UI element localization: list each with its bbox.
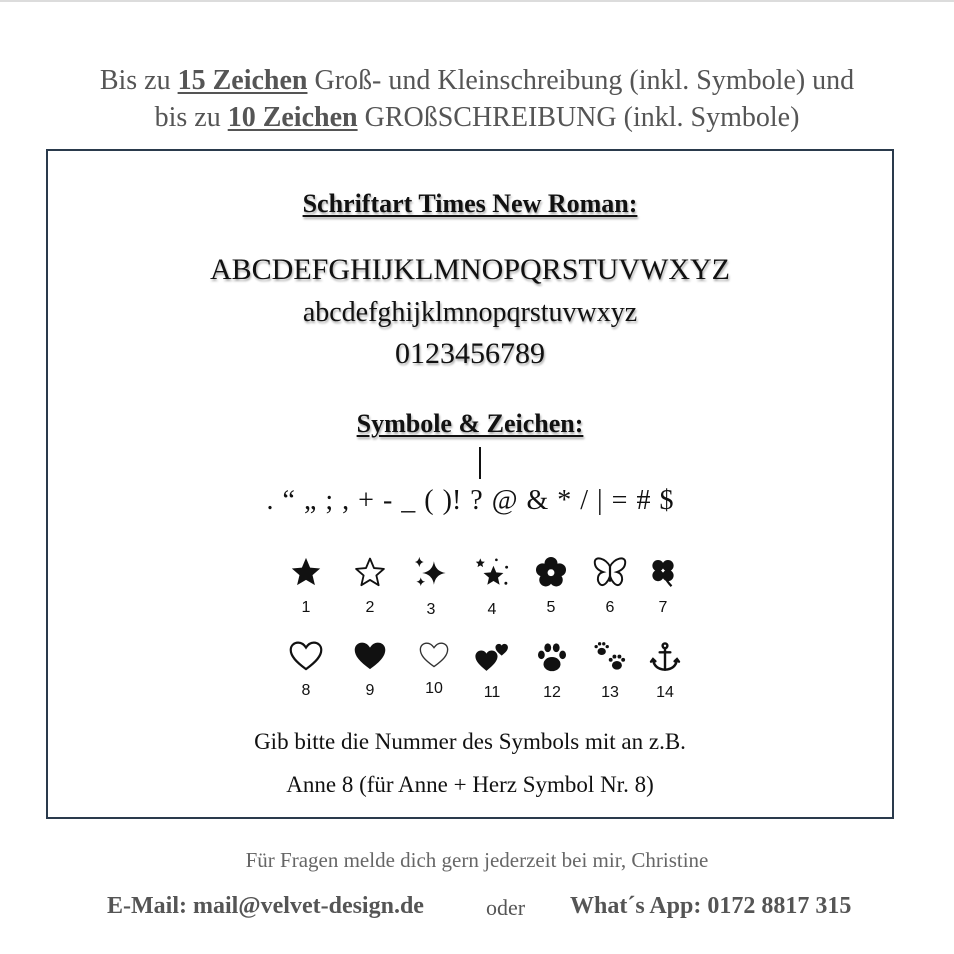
symbols-heading: Symbole & Zeichen: [356, 409, 584, 438]
limit-line-uppercase [0, 99, 954, 136]
top-divider [0, 0, 954, 2]
lowercase-alphabet: abcdefghijklmnopqrstuvwxyz [302, 297, 638, 328]
paw-prints-icon [592, 640, 628, 674]
symbol-item [633, 555, 693, 617]
uppercase-alphabet: ABCDEFGHIJKLMNOPQRSTUVWXYZ [209, 253, 731, 286]
symbol-item [521, 555, 581, 617]
limit-suffix: GROßSCHREIBUNG (inkl. Symbole) [357, 102, 800, 133]
stars-cluster-icon [473, 555, 511, 591]
symbol-example: Anne 8 (für Anne + Herz Symbol Nr. 8) [286, 772, 654, 797]
star-filled-icon [289, 555, 323, 589]
limit-prefix: bis zu [154, 102, 228, 133]
email-contact[interactable]: E-Mail: mail@velvet-design.de [107, 893, 424, 919]
symbol-item [401, 555, 461, 619]
text-cursor [479, 447, 481, 479]
limit-10-characters: 10 Zeichen [227, 102, 358, 133]
symbol-item [340, 640, 400, 700]
symbol-item [462, 640, 522, 702]
digits-sample: 0123456789 [395, 337, 545, 370]
font-heading: Schriftart Times New Roman: [302, 189, 638, 218]
symbol-number: 4 [487, 601, 497, 618]
paw-icon [535, 640, 569, 674]
two-hearts-icon [474, 640, 510, 674]
symbol-number: 14 [656, 684, 674, 701]
limit-line-mixed-case [0, 62, 954, 99]
anchor-icon [649, 640, 681, 674]
symbol-number: 8 [301, 682, 311, 699]
symbol-item [404, 640, 464, 698]
symbol-item [522, 640, 582, 702]
allowed-characters: . “ „ ; , + - _ ( )! ? @ & * / | = # $ [266, 485, 674, 516]
symbol-number: 7 [658, 599, 668, 616]
limit-prefix: Bis zu [99, 65, 178, 96]
star-outline-icon [353, 555, 387, 589]
symbol-number: 1 [301, 599, 311, 616]
symbol-number: 5 [546, 599, 556, 616]
symbol-number: 9 [365, 682, 375, 699]
symbol-number: 12 [543, 684, 561, 701]
symbol-number: 6 [605, 599, 615, 616]
symbol-item [580, 640, 640, 702]
symbol-number: 3 [426, 601, 436, 618]
whatsapp-contact[interactable]: What´s App: 0172 8817 315 [570, 893, 852, 919]
symbol-number: 13 [601, 684, 619, 701]
character-limit-info [0, 62, 954, 136]
heart-filled-icon [352, 640, 388, 672]
symbol-item [340, 555, 400, 617]
symbol-item [580, 555, 640, 617]
symbol-instruction: Gib bitte die Nummer des Symbols mit an z.B. [254, 729, 686, 754]
butterfly-icon [592, 555, 628, 589]
flower-icon [534, 555, 568, 589]
symbol-number: 2 [365, 599, 375, 616]
symbol-number: 10 [425, 680, 443, 697]
symbol-item [462, 555, 522, 619]
heart-thin-outline-icon [417, 640, 451, 670]
limit-suffix: Groß- und Kleinschreibung (inkl. Symbole) und [307, 65, 855, 96]
limit-15-characters: 15 Zeichen [177, 65, 308, 96]
contact-prompt: Für Fragen melde dich gern jederzeit bei mir, Christine [245, 848, 709, 872]
symbol-item [635, 640, 695, 702]
clover-icon [646, 555, 680, 589]
heart-outline-icon [288, 640, 324, 672]
font-info-box [46, 149, 894, 819]
or-separator: oder [486, 895, 526, 920]
symbol-number: 11 [483, 684, 501, 701]
symbol-item [276, 640, 336, 700]
symbol-item [276, 555, 336, 617]
sparkles-icon [412, 555, 450, 591]
